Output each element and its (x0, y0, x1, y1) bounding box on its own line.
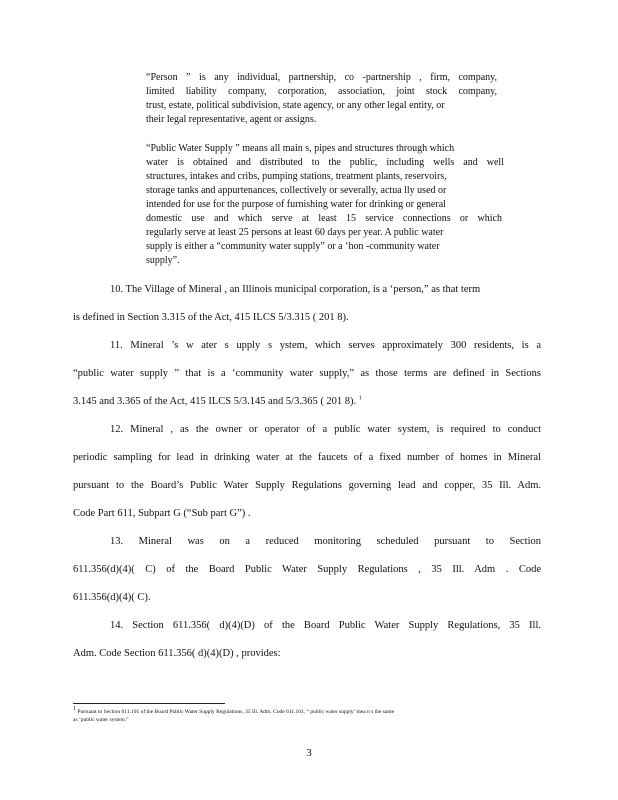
definition-person-line-1: “Person ” is any individual, partnership, co -partnership , firm, company, (146, 72, 497, 83)
footnote-text-1: Pursuant to Section 611.101 of the Board Public Water Supply Regulations, 35 Ill. Adm. Code 611.101, “ public water supply’ mea n s the same (77, 709, 395, 715)
paragraph-12-line-2: periodic sampling for lead in drinking water at the faucets of a fixed number of homes in Mineral (73, 452, 541, 463)
footnote-line-1 (73, 706, 395, 716)
paragraph-13-line-1: 13. Mineral was on a reduced monitoring scheduled pursuant to Section (110, 536, 541, 547)
paragraph-11-line-3 (73, 396, 362, 408)
footnote-line-2: as ‘public water system.” (73, 717, 129, 723)
definition-person-line-2: limited liability company, corporation, association, joint stock company, (146, 86, 497, 97)
definition-pws-line-3: structures, intakes and cribs, pumping stations, treatment plants, reservoirs, (146, 171, 447, 182)
definition-pws-line-5: intended for use for the purpose of furnishing water for drinking or general (146, 199, 446, 210)
paragraph-12-line-3: pursuant to the Board’s Public Water Supply Regulations governing lead and copper, 35 Ill. Adm. (73, 480, 541, 491)
paragraph-12-line-4: Code Part 611, Subpart G (“Sub part G”) . (73, 508, 251, 519)
definition-pws-line-2: water is obtained and distributed to the public, including wells and well (146, 157, 504, 168)
definition-pws-line-4: storage tanks and appurtenances, collectively or severally, actua lly used or (146, 185, 447, 196)
footnote-rule (73, 703, 225, 704)
definition-pws-line-1: “Public Water Supply ” means all main s, pipes and structures through which (146, 143, 455, 154)
paragraph-14-line-1: 14. Section 611.356( d)(4)(D) of the Board Public Water Supply Regulations, 35 Ill. (110, 620, 541, 631)
footnote-marker: 1 (73, 706, 76, 713)
paragraph-11-line-3-text: 3.145 and 3.365 of the Act, 415 ILCS 5/3.145 and 5/3.365 ( 201 8). (73, 396, 357, 407)
paragraph-14-line-2: Adm. Code Section 611.356( d)(4)(D) , provides: (73, 648, 281, 659)
paragraph-11-line-1: 11. Mineral ’s w ater s upply s ystem, which serves approximately 300 residents, is a (110, 340, 541, 351)
definition-pws-line-6: domestic use and which serve at least 15 service connections or which (146, 213, 502, 224)
definition-pws-line-9: supply”. (146, 255, 180, 266)
paragraph-12-line-1: 12. Mineral , as the owner or operator of a public water system, is required to conduct (110, 424, 541, 435)
definition-pws-line-7: regularly serve at least 25 persons at least 60 days per year. A public water (146, 227, 444, 238)
paragraph-10-line-2: is defined in Section 3.315 of the Act, 415 ILCS 5/3.315 ( 201 8). (73, 312, 349, 323)
footnote-reference[interactable]: 1 (358, 395, 362, 402)
page-number: 3 (306, 747, 312, 759)
definition-person-line-3: trust, estate, political subdivision, state agency, or any other legal entity, or (146, 100, 445, 111)
definition-pws-line-8: supply is either a “community water supply” or a ‘hon -community water (146, 241, 440, 252)
paragraph-13-line-2: 611.356(d)(4)( C) of the Board Public Water Supply Regulations , 35 Ill. Adm . Code (73, 564, 541, 575)
paragraph-13-line-3: 611.356(d)(4)( C). (73, 592, 151, 603)
definition-person-line-4: their legal representative, agent or assigns. (146, 114, 317, 125)
paragraph-11-line-2: “public water supply ” that is a ‘community water supply,” as those terms are defined in Sections (73, 368, 541, 379)
paragraph-10-line-1: 10. The Village of Mineral , an Illinois municipal corporation, is a ‘person,” as that term (110, 284, 481, 295)
